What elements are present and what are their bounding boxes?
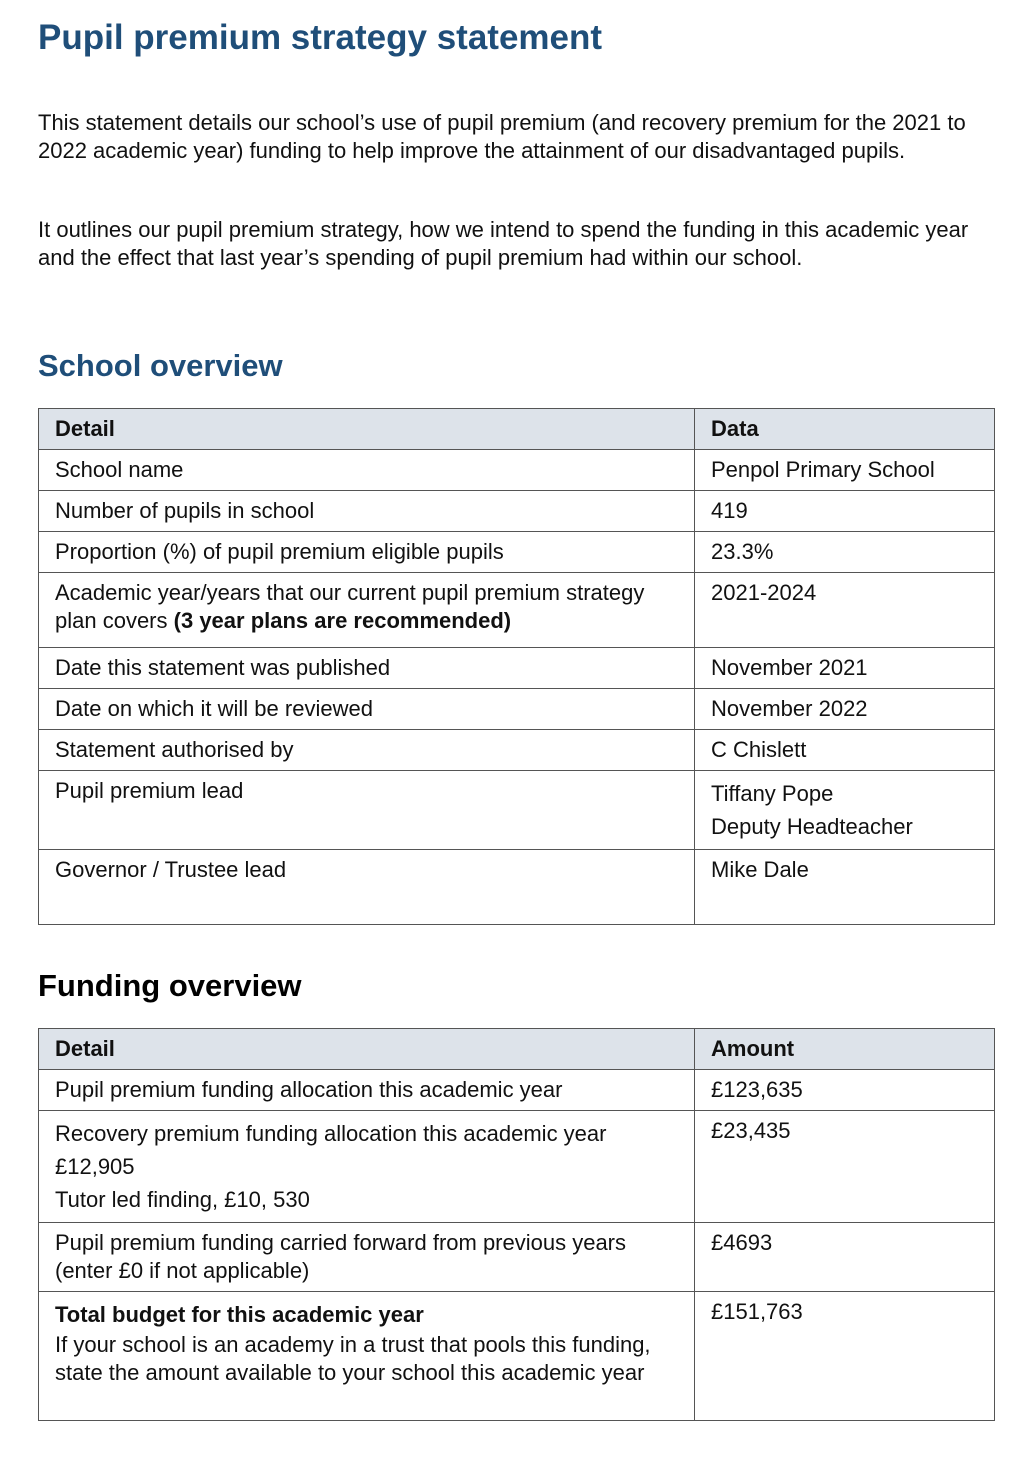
cell-amount: £23,435 [695, 1111, 995, 1223]
table-row [39, 532, 995, 573]
table-row [39, 573, 995, 648]
funding-overview-heading: Funding overview [38, 968, 302, 1003]
cell-detail [39, 1111, 695, 1223]
intro-paragraph-2: It outlines our pupil premium strategy, how we intend to spend the funding in this academic year and the effect that last year’s spending of pupil premium had within our school. [38, 217, 969, 270]
column-header-amount: Amount [695, 1029, 995, 1070]
cell-detail: School name [39, 450, 695, 491]
cell-data: 23.3% [695, 532, 995, 573]
cell-detail: Date this statement was published [39, 648, 695, 689]
table-header-row [39, 1029, 995, 1070]
table-header-row [39, 409, 995, 450]
cell-detail-heading: Total budget for this academic year [55, 1302, 424, 1327]
table-row [39, 648, 995, 689]
table-row [39, 1111, 995, 1223]
cell-detail-emphasis: (3 year plans are recommended) [173, 608, 512, 633]
table-row [39, 1292, 995, 1421]
table-row [39, 850, 995, 925]
cell-detail: Statement authorised by [39, 730, 695, 771]
cell-detail [39, 1292, 695, 1421]
cell-amount: £123,635 [695, 1070, 995, 1111]
cell-detail: Pupil premium funding carried forward from previous years (enter £0 if not applicable) [39, 1223, 695, 1292]
intro-paragraph-1: This statement details our school’s use of pupil premium (and recovery premium for the 2021 to 2022 academic year) funding to help improve the attainment of our disadvantaged pupils. [38, 110, 966, 163]
cell-detail-line-1: Recovery premium funding allocation this academic year [55, 1121, 607, 1146]
cell-detail: Proportion (%) of pupil premium eligible pupils [39, 532, 695, 573]
cell-data: November 2022 [695, 689, 995, 730]
cell-detail-line-3: Tutor led finding, £10, 530 [55, 1187, 310, 1212]
table-row [39, 771, 995, 850]
column-header-detail: Detail [39, 1029, 695, 1070]
cell-detail: Pupil premium funding allocation this academic year [39, 1070, 695, 1111]
cell-detail: Number of pupils in school [39, 491, 695, 532]
column-header-detail: Detail [39, 409, 695, 450]
table-row [39, 1070, 995, 1111]
table-row [39, 491, 995, 532]
table-row [39, 689, 995, 730]
cell-data: Penpol Primary School [695, 450, 995, 491]
cell-detail: Pupil premium lead [39, 771, 695, 850]
cell-detail-line-2: £12,905 [55, 1154, 135, 1179]
school-overview-heading: School overview [38, 348, 283, 383]
cell-detail-text: If your school is an academy in a trust that pools this funding, state the amount available to your school this academic year [55, 1332, 651, 1385]
school-overview-table [38, 408, 995, 925]
column-header-data: Data [695, 409, 995, 450]
table-row [39, 730, 995, 771]
cell-data: 2021-2024 [695, 573, 995, 648]
cell-data-line-2: Deputy Headteacher [711, 814, 913, 839]
table-row [39, 1223, 995, 1292]
cell-amount: £151,763 [695, 1292, 995, 1421]
cell-data: November 2021 [695, 648, 995, 689]
funding-overview-table [38, 1028, 995, 1421]
page-title: Pupil premium strategy statement [38, 18, 603, 57]
cell-amount: £4693 [695, 1223, 995, 1292]
cell-detail-text: Academic year/years that our current pupil premium strategy plan covers [55, 580, 645, 633]
cell-data: Mike Dale [695, 850, 995, 925]
cell-detail [39, 573, 695, 648]
cell-data: 419 [695, 491, 995, 532]
cell-data: C Chislett [695, 730, 995, 771]
cell-detail: Governor / Trustee lead [39, 850, 695, 925]
table-row [39, 450, 995, 491]
cell-data [695, 771, 995, 850]
cell-data-line-1: Tiffany Pope [711, 781, 834, 806]
cell-detail: Date on which it will be reviewed [39, 689, 695, 730]
